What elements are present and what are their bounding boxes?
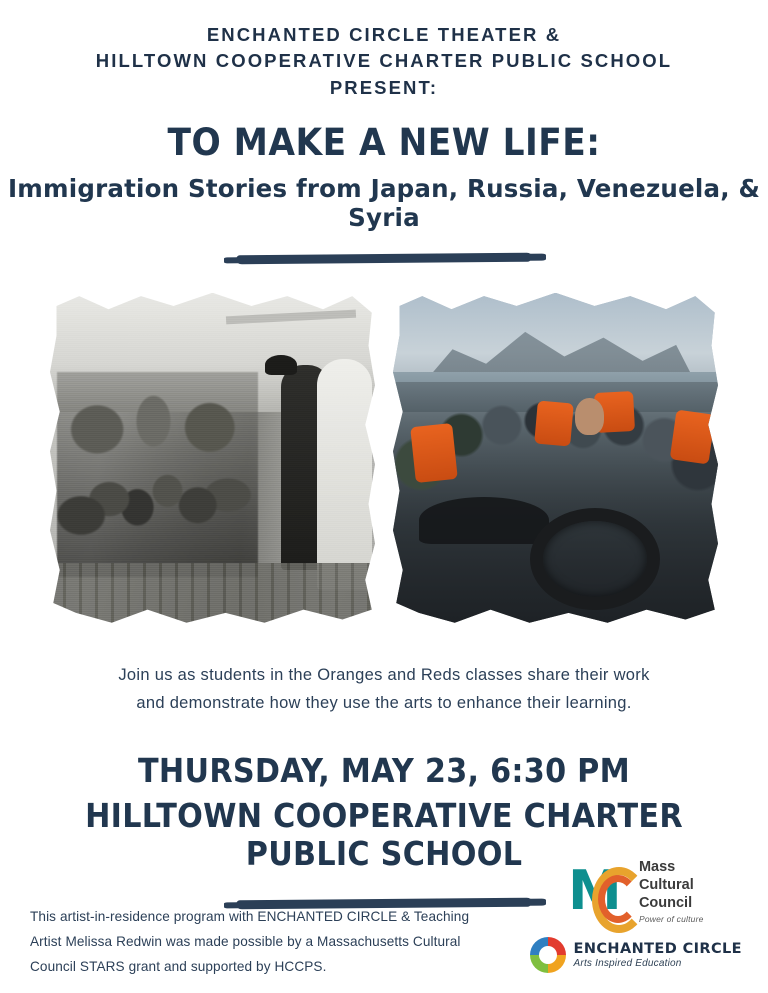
photo-row: [0, 293, 768, 623]
poster-subtitle: Immigration Stories from Japan, Russia, Venezuela, & Syria: [7, 173, 761, 232]
divider-top-wrap: [0, 254, 768, 263]
presenter-line-2: HILLTOWN COOPERATIVE CHARTER PUBLIC SCHOOL: [95, 50, 673, 72]
event-blurb-line-2: and demonstrate how they use the arts to enhance their learning.: [136, 694, 632, 713]
grant-credit-line-3: Council STARS grant and supported by HCCPS.: [30, 958, 327, 974]
enchanted-circle-wordmark: [574, 941, 742, 969]
poster-title: TO MAKE A NEW LIFE:: [167, 120, 601, 164]
photo-right-life-vest-1: [410, 423, 458, 483]
event-blurb: [54, 661, 714, 718]
enchanted-circle-name: ENCHANTED CIRCLE: [573, 941, 742, 957]
mass-cultural-council-logo: [568, 858, 704, 925]
grant-credit-line-2: Artist Melissa Redwin was made possible by a Massachusetts Cultural: [30, 933, 461, 949]
enchanted-circle-tagline: Arts Inspired Education: [573, 958, 682, 969]
photo-right-inner-tube: [530, 508, 660, 610]
mcc-wordmark-line-1: Mass: [638, 859, 676, 875]
mcc-monogram-icon: [567, 858, 630, 922]
brush-divider-top: [236, 253, 532, 265]
grant-credit-line-1: This artist-in-residence program with ENCHANTED CIRCLE & Teaching: [30, 908, 470, 924]
enchanted-circle-logo: [530, 937, 742, 973]
mcc-wordmark: [639, 858, 704, 925]
presenter-line-3: PRESENT:: [329, 76, 439, 98]
event-date: THURSDAY, MAY 23, 6:30 PM: [138, 751, 630, 790]
photo-left-grain: [50, 293, 375, 623]
photo-historical-immigrants: [50, 293, 375, 623]
photo-right-life-vest-2: [534, 400, 573, 446]
mcc-wordmark-line-2: Cultural: [638, 877, 694, 894]
enchanted-circle-ring-icon: [530, 937, 566, 973]
photo-refugee-boat: [393, 293, 718, 623]
mcc-tagline: Power of culture: [638, 914, 704, 925]
photo-right-life-vest-4: [669, 409, 715, 463]
mcc-arc-orange-icon: [598, 875, 638, 923]
photo-right-boat-edge: [419, 497, 549, 543]
footer: [0, 858, 768, 979]
presenter-line-1: ENCHANTED CIRCLE THEATER &: [206, 24, 562, 45]
mcc-letter-m: M: [567, 858, 620, 922]
event-blurb-line-1: Join us as students in the Oranges and Reds classes share their work: [118, 665, 650, 684]
mcc-wordmark-line-3: Council: [638, 895, 693, 912]
event-location: HILLTOWN COOPERATIVE CHARTER PUBLIC SCHOOL: [85, 796, 683, 873]
grant-credit: [30, 904, 469, 979]
logo-group: [530, 858, 742, 973]
photo-right-person-face: [575, 398, 604, 434]
presenter-block: [0, 0, 768, 101]
